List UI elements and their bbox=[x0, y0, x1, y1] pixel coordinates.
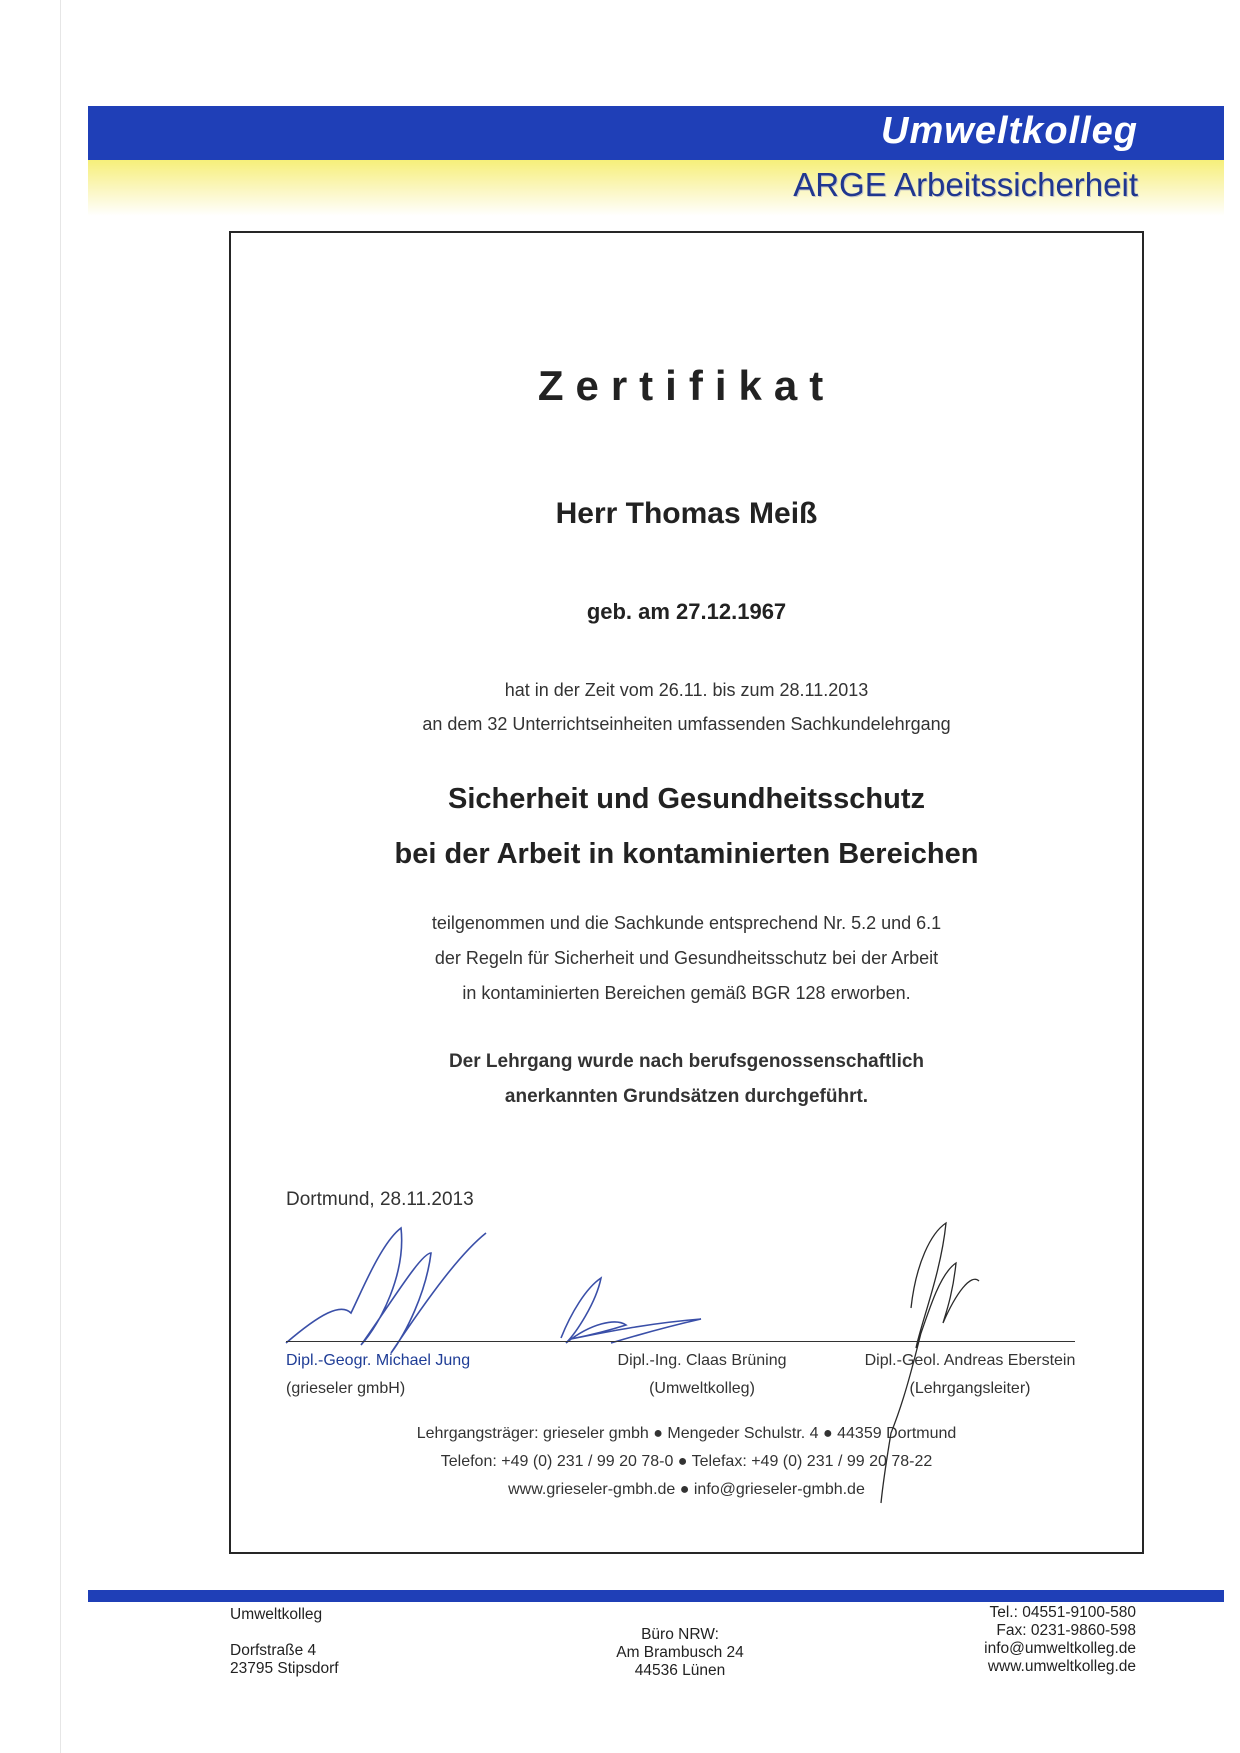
signatory bbox=[859, 1347, 1081, 1403]
provider-address: Lehrgangsträger: grieseler gmbh ● Mengeder Schulstr. 4 ● 44359 Dortmund bbox=[416, 1425, 957, 1442]
detail-line: teilgenommen und die Sachkunde entsprechend Nr. 5.2 und 6.1 bbox=[431, 913, 942, 933]
footer-blue-bar bbox=[88, 1590, 1224, 1602]
footer-org-name: Umweltkolleg bbox=[230, 1606, 323, 1623]
birth-date: geb. am 27.12.1967 bbox=[586, 599, 787, 624]
brand-subtitle: ARGE Arbeitssicherheit bbox=[793, 166, 1138, 203]
signatory bbox=[602, 1347, 802, 1403]
signature-line bbox=[286, 1341, 1075, 1342]
signatory-name: Dipl.-Geogr. Michael Jung bbox=[286, 1352, 471, 1369]
note-line: Der Lehrgang wurde nach berufsgenossenschaftlich bbox=[448, 1051, 925, 1072]
recipient-name: Herr Thomas Meiß bbox=[555, 497, 818, 530]
footer-city: 44536 Lünen bbox=[634, 1662, 726, 1679]
signatory-org: (Lehrgangsleiter) bbox=[909, 1380, 1031, 1397]
intro-line: an dem 32 Unterrichtseinheiten umfassenden Sachkundelehrgang bbox=[422, 714, 951, 734]
course-title-line: bei der Arbeit in kontaminierten Bereichen bbox=[394, 838, 979, 870]
signatory-org: (grieseler gmbH) bbox=[286, 1380, 406, 1397]
certificate-title: Zertifikat bbox=[537, 362, 836, 409]
footer-left-address bbox=[230, 1606, 339, 1678]
certificate-frame bbox=[229, 231, 1144, 1554]
signatory-name: Dipl.-Geol. Andreas Eberstein bbox=[864, 1352, 1076, 1369]
provider-web: www.grieseler-gmbh.de ● info@grieseler-gmbh.de bbox=[508, 1481, 865, 1498]
detail-line: in kontaminierten Bereichen gemäß BGR 128 erworben. bbox=[462, 983, 911, 1003]
footer-street: Dorfstraße 4 bbox=[230, 1642, 317, 1659]
footer-web: www.umweltkolleg.de bbox=[987, 1658, 1136, 1675]
signatory bbox=[286, 1347, 470, 1403]
footer-street: Am Brambusch 24 bbox=[616, 1644, 744, 1661]
detail-line: der Regeln für Sicherheit und Gesundheitsschutz bei der Arbeit bbox=[434, 948, 939, 968]
provider-contact: Telefon: +49 (0) 231 / 99 20 78-0 ● Telefax: +49 (0) 231 / 99 20 78-22 bbox=[440, 1453, 933, 1470]
signature-bruening bbox=[561, 1278, 701, 1343]
course-title-line: Sicherheit und Gesundheitsschutz bbox=[448, 783, 925, 815]
scan-edge bbox=[60, 0, 61, 1753]
place-date: Dortmund, 28.11.2013 bbox=[286, 1189, 474, 1210]
footer-fax: Fax: 0231-9860-598 bbox=[996, 1622, 1136, 1639]
signatory-name: Dipl.-Ing. Claas Brüning bbox=[617, 1352, 787, 1369]
footer-contact bbox=[880, 1604, 1136, 1676]
signatory-org: (Umweltkolleg) bbox=[649, 1380, 755, 1397]
footer-office-address bbox=[560, 1626, 800, 1680]
footer-office-label: Büro NRW: bbox=[641, 1626, 719, 1643]
footer-tel: Tel.: 04551-9100-580 bbox=[989, 1604, 1136, 1621]
footer-email: info@umweltkolleg.de bbox=[984, 1640, 1136, 1657]
signature-jung bbox=[286, 1228, 486, 1353]
brand-name: Umweltkolleg bbox=[881, 110, 1138, 152]
header-banner bbox=[88, 106, 1224, 216]
intro-line: hat in der Zeit vom 26.11. bis zum 28.11.2013 bbox=[504, 680, 869, 700]
note-line: anerkannten Grundsätzen durchgeführt. bbox=[504, 1086, 869, 1107]
footer-city: 23795 Stipsdorf bbox=[230, 1660, 339, 1677]
